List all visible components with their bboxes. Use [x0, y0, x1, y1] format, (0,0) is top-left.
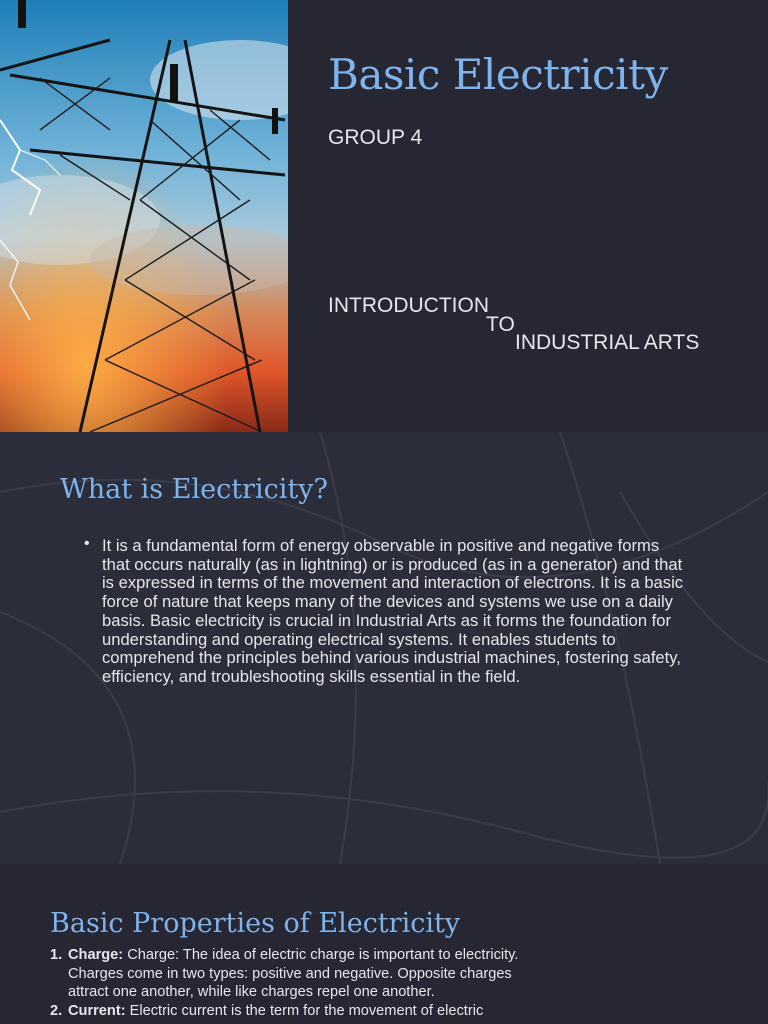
numbered-list [50, 946, 550, 1020]
properties-slide [0, 864, 768, 1024]
item-term: Current: [68, 1002, 126, 1019]
bullet-list [84, 537, 684, 687]
item-text: Electric current is the term for the movement of electric [125, 1002, 484, 1019]
what-is-electricity-slide [0, 432, 768, 864]
list-item [50, 1002, 550, 1021]
slide-title: Basic Electricity [328, 50, 668, 99]
intro-word-1: INTRODUCTION [328, 294, 489, 317]
item-term: Charge: [68, 947, 124, 963]
list-item: • It is a fundamental form of energy observable in positive and negative forms that occurs naturally (as in lightning) or is produced (as in a generator) and that is expressed in terms of the movement and interaction of electrons. It is a basic force of nature that keeps many of the devices and systems we use on a daily basis. Basic electricity is crucial in Industrial Arts as it forms the foundation for understanding and operating electrical systems. It enables students to comprehend the principles behind various industrial machines, fostering safety, efficiency, and troubleshooting skills essential in the field. [84, 537, 684, 687]
item-number: 2. [50, 1002, 63, 1019]
item-text: Charge: The idea of electric charge is important to electricity. Charges come in two types: positive and negative. Opposite charges attract one another, while like charges repel one another. [68, 947, 519, 1000]
title-slide [0, 0, 768, 432]
intro-word-3: INDUSTRIAL ARTS [515, 331, 700, 354]
group-label: GROUP 4 [328, 126, 423, 149]
power-tower-image [0, 0, 288, 432]
list-item [50, 946, 550, 1002]
section-heading: Basic Properties of Electricity [50, 908, 461, 939]
item-number: 1. [50, 947, 63, 963]
section-heading: What is Electricity? [60, 474, 328, 505]
intro-word-2: TO [486, 313, 515, 336]
